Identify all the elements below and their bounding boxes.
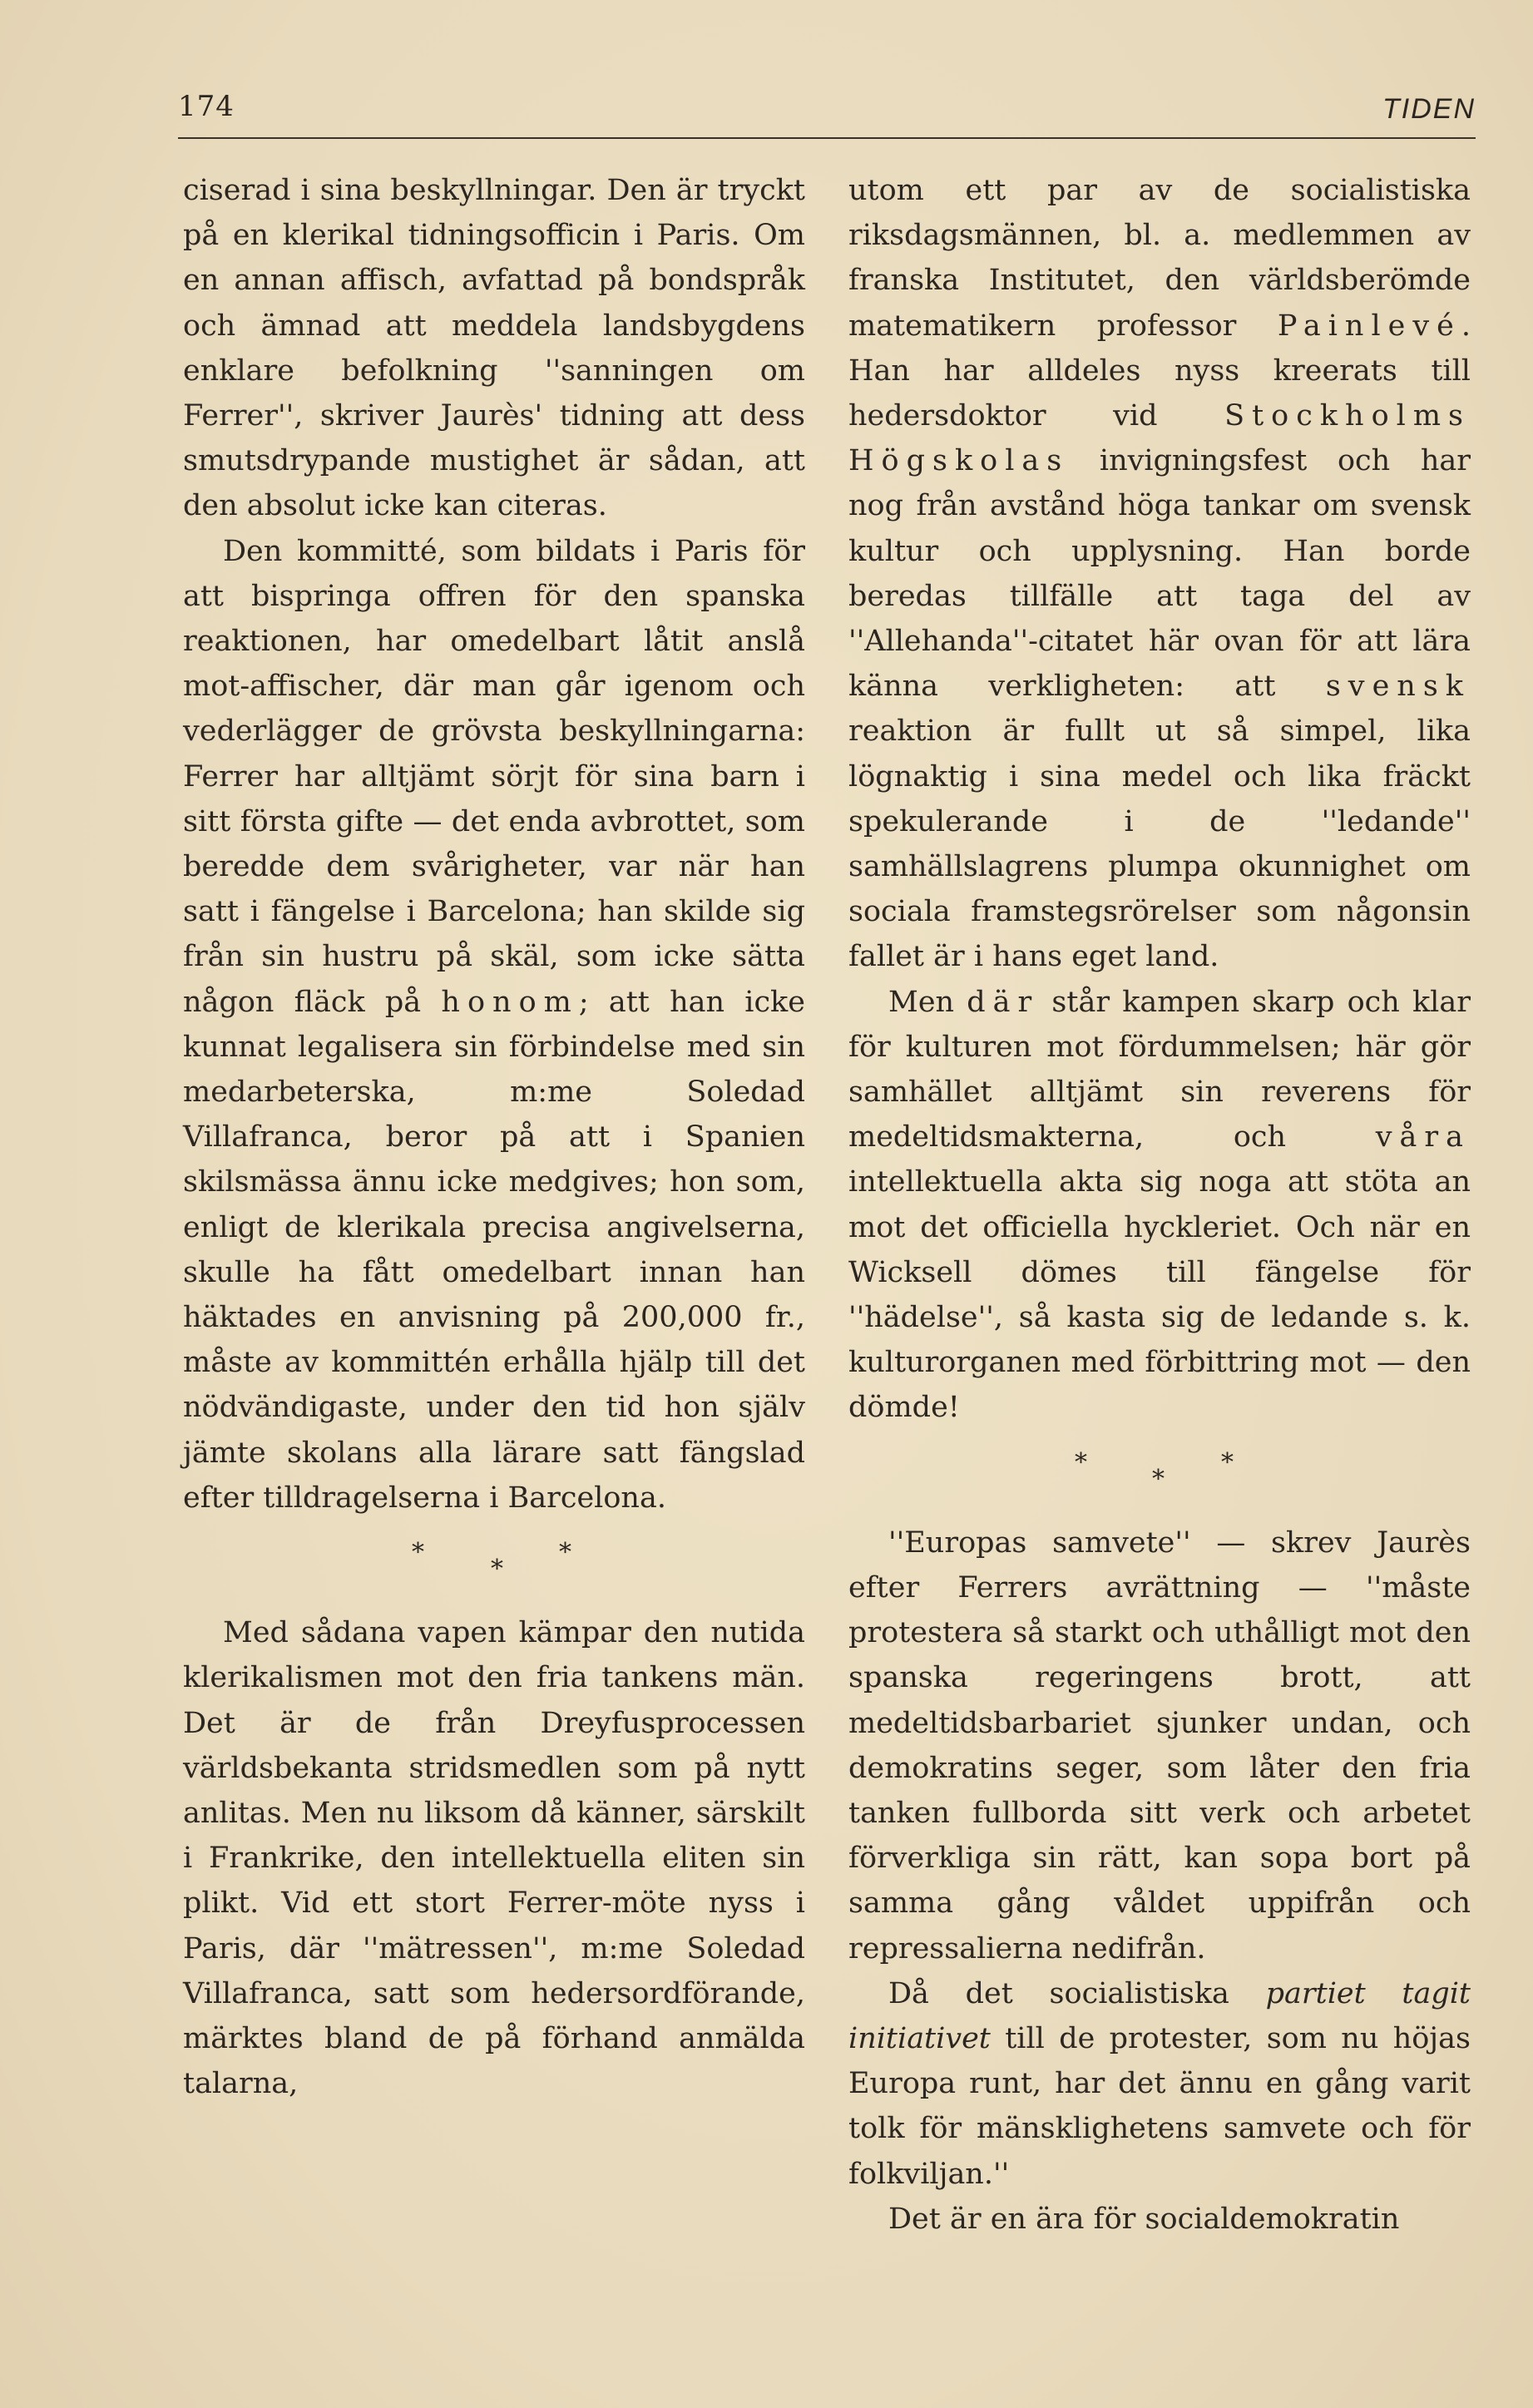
emphasis-svensk: svensk [1325,670,1471,704]
right-paragraph-2-part-a: Men [888,985,955,1019]
right-paragraph-1-part-b: . Han har alldeles nyss kreerats till hedersdoktor vid [848,309,1471,433]
right-column [848,168,1471,2242]
right-paragraph-2 [848,980,1471,1431]
left-paragraph-1: ciserad i sina beskyllningar. Den är tryckt på en klerikal tidningsofficin i Paris. Om en annan affisch, avfattad på bondspråk och ämnad att meddela landsbygdens enklare befolkning ''sanningen om Ferrer'', skriver Jaurès' tidning att dess smutsdrypande mustighet är sådan, att den absolut icke kan citeras. [183,174,805,523]
star-glyph: * [1221,1447,1234,1477]
right-paragraph-3: ''Europas samvete'' — skrev Jaurès efter Ferrers avrättning — ''måste protestera så starkt och uthålligt mot den spanska regeringens brott, att medeltidsbarbariet sjunker undan, och demokratins seger, som låter den fria tanken fullborda sitt verk och arbetet förverkliga sin rätt, kan sopa bort på samma gång våldet uppifrån och repressalierna nedifrån. [848,1525,1471,1965]
star-glyph: * [491,1555,503,1585]
right-paragraph-1 [848,168,1471,980]
right-paragraph-4 [848,1971,1471,2197]
right-paragraph-1-part-c: invigningsfest och har nog från avstånd höga tankar om svensk kultur och upplysning. Han borde beredas tillfälle att taga del av ''Allehanda''-citatet här ovan för att lära känna verkligheten: att [848,444,1471,704]
emphasis-honom: honom [441,985,579,1019]
emphasis-dar: där [967,985,1040,1019]
right-paragraph-4-part-a: Då det socialistiska [888,1976,1229,2010]
page-header [178,90,1476,131]
right-paragraph-1-part-a: utom ett par av de socialistiska riksdagsmännen, bl. a. medlemmen av franska Institutet, den världsberömde matematikern professor [848,174,1471,343]
emphasis-painleve: Painlevé [1277,309,1461,343]
emphasis-stockholms-hogskolas: Stockholms Högskolas [848,399,1471,478]
emphasis-partiet-tagit-initiativet: partiet tagit initiativet [848,1976,1471,2055]
section-divider-stars-right [848,1431,1471,1520]
right-paragraph-5: Det är en ära för socialdemokratin [888,2202,1400,2236]
left-paragraph-2-part-a: Den kommitté, som bildats i Paris för att bispringa offren för den spanska reaktionen, har omedelbart låtit anslå mot-affischer, där man går igenom och vederlägger de grövsta beskyllningarna: Ferrer har alltjämt sörjt för sina barn i sitt första gifte — det enda avbrottet, som beredde dem svårigheter, var när han satt i fängelse i Barcelona; han skilde sig från sin hustru på skäl, som icke sätta någon fläck på [183,534,805,1019]
star-glyph: * [1152,1464,1165,1494]
left-paragraph-2 [183,529,805,1520]
emphasis-vara: våra [1375,1120,1471,1155]
star-glyph: * [1075,1447,1087,1477]
right-paragraph-2-part-b: står kampen skarp och klar för kulturen mot fördummelsen; här gör samhället alltjämt sin reverens för medeltidsmakterna, och [848,985,1471,1155]
star-glyph: * [559,1538,571,1568]
header-rule [178,137,1476,139]
star-glyph: * [412,1538,424,1568]
left-column [183,168,805,2106]
right-paragraph-1-part-d: reaktion är fullt ut så simpel, lika lögnaktig i sina medel och lika fräckt spekulerande i de ''ledande'' samhällslagrens plumpa okunnighet om sociala framstegsrörelser som någonsin fallet är i hans eget land. [848,714,1471,974]
right-paragraph-2-part-c: intellektuella akta sig noga att stöta an mot det officiella hyckleriet. Och när en Wicksell dömes till fängelse för ''hädelse'', så kasta sig de ledande s. k. kulturorganen med förbittring mot — den dömde! [848,1165,1471,1425]
left-paragraph-3: Med sådana vapen kämpar den nutida klerikalismen mot den fria tankens män. Det är de från Dreyfusprocessen världsbekanta stridsmedlen som på nytt anlitas. Men nu liksom då känner, särskilt i Frankrike, den intellektuella eliten sin plikt. Vid ett stort Ferrer-möte nyss i Paris, där ''mätressen'', m:me Soledad Villafranca, satt som hedersordförande, märktes bland de på förhand anmälda talarna, [183,1616,805,2101]
right-paragraph-4-part-b: till de protester, som nu höjas Europa runt, har det ännu en gång varit tolk för mänsklighetens samvete och för folkviljan.'' [848,2021,1471,2191]
journal-title: TIDEN [1382,93,1476,125]
page-number: 174 [178,90,235,123]
left-paragraph-2-part-b: ; att han icke kunnat legalisera sin förbindelse med sin medarbeterska, m:me Soledad Villafranca, beror på att i Spanien skilsmässa ännu icke medgives; hon som, enligt de klerikala precisa angivelserna, skulle ha fått omedelbart innan han häktades en anvisning på 200,000 fr., måste av kommittén erhålla hjälp till det nödvändigaste, under den tid hon själv jämte skolans alla lärare satt fängslad efter tilldragelserna i Barcelona. [183,985,805,1515]
section-divider-stars-left [183,1520,805,1610]
